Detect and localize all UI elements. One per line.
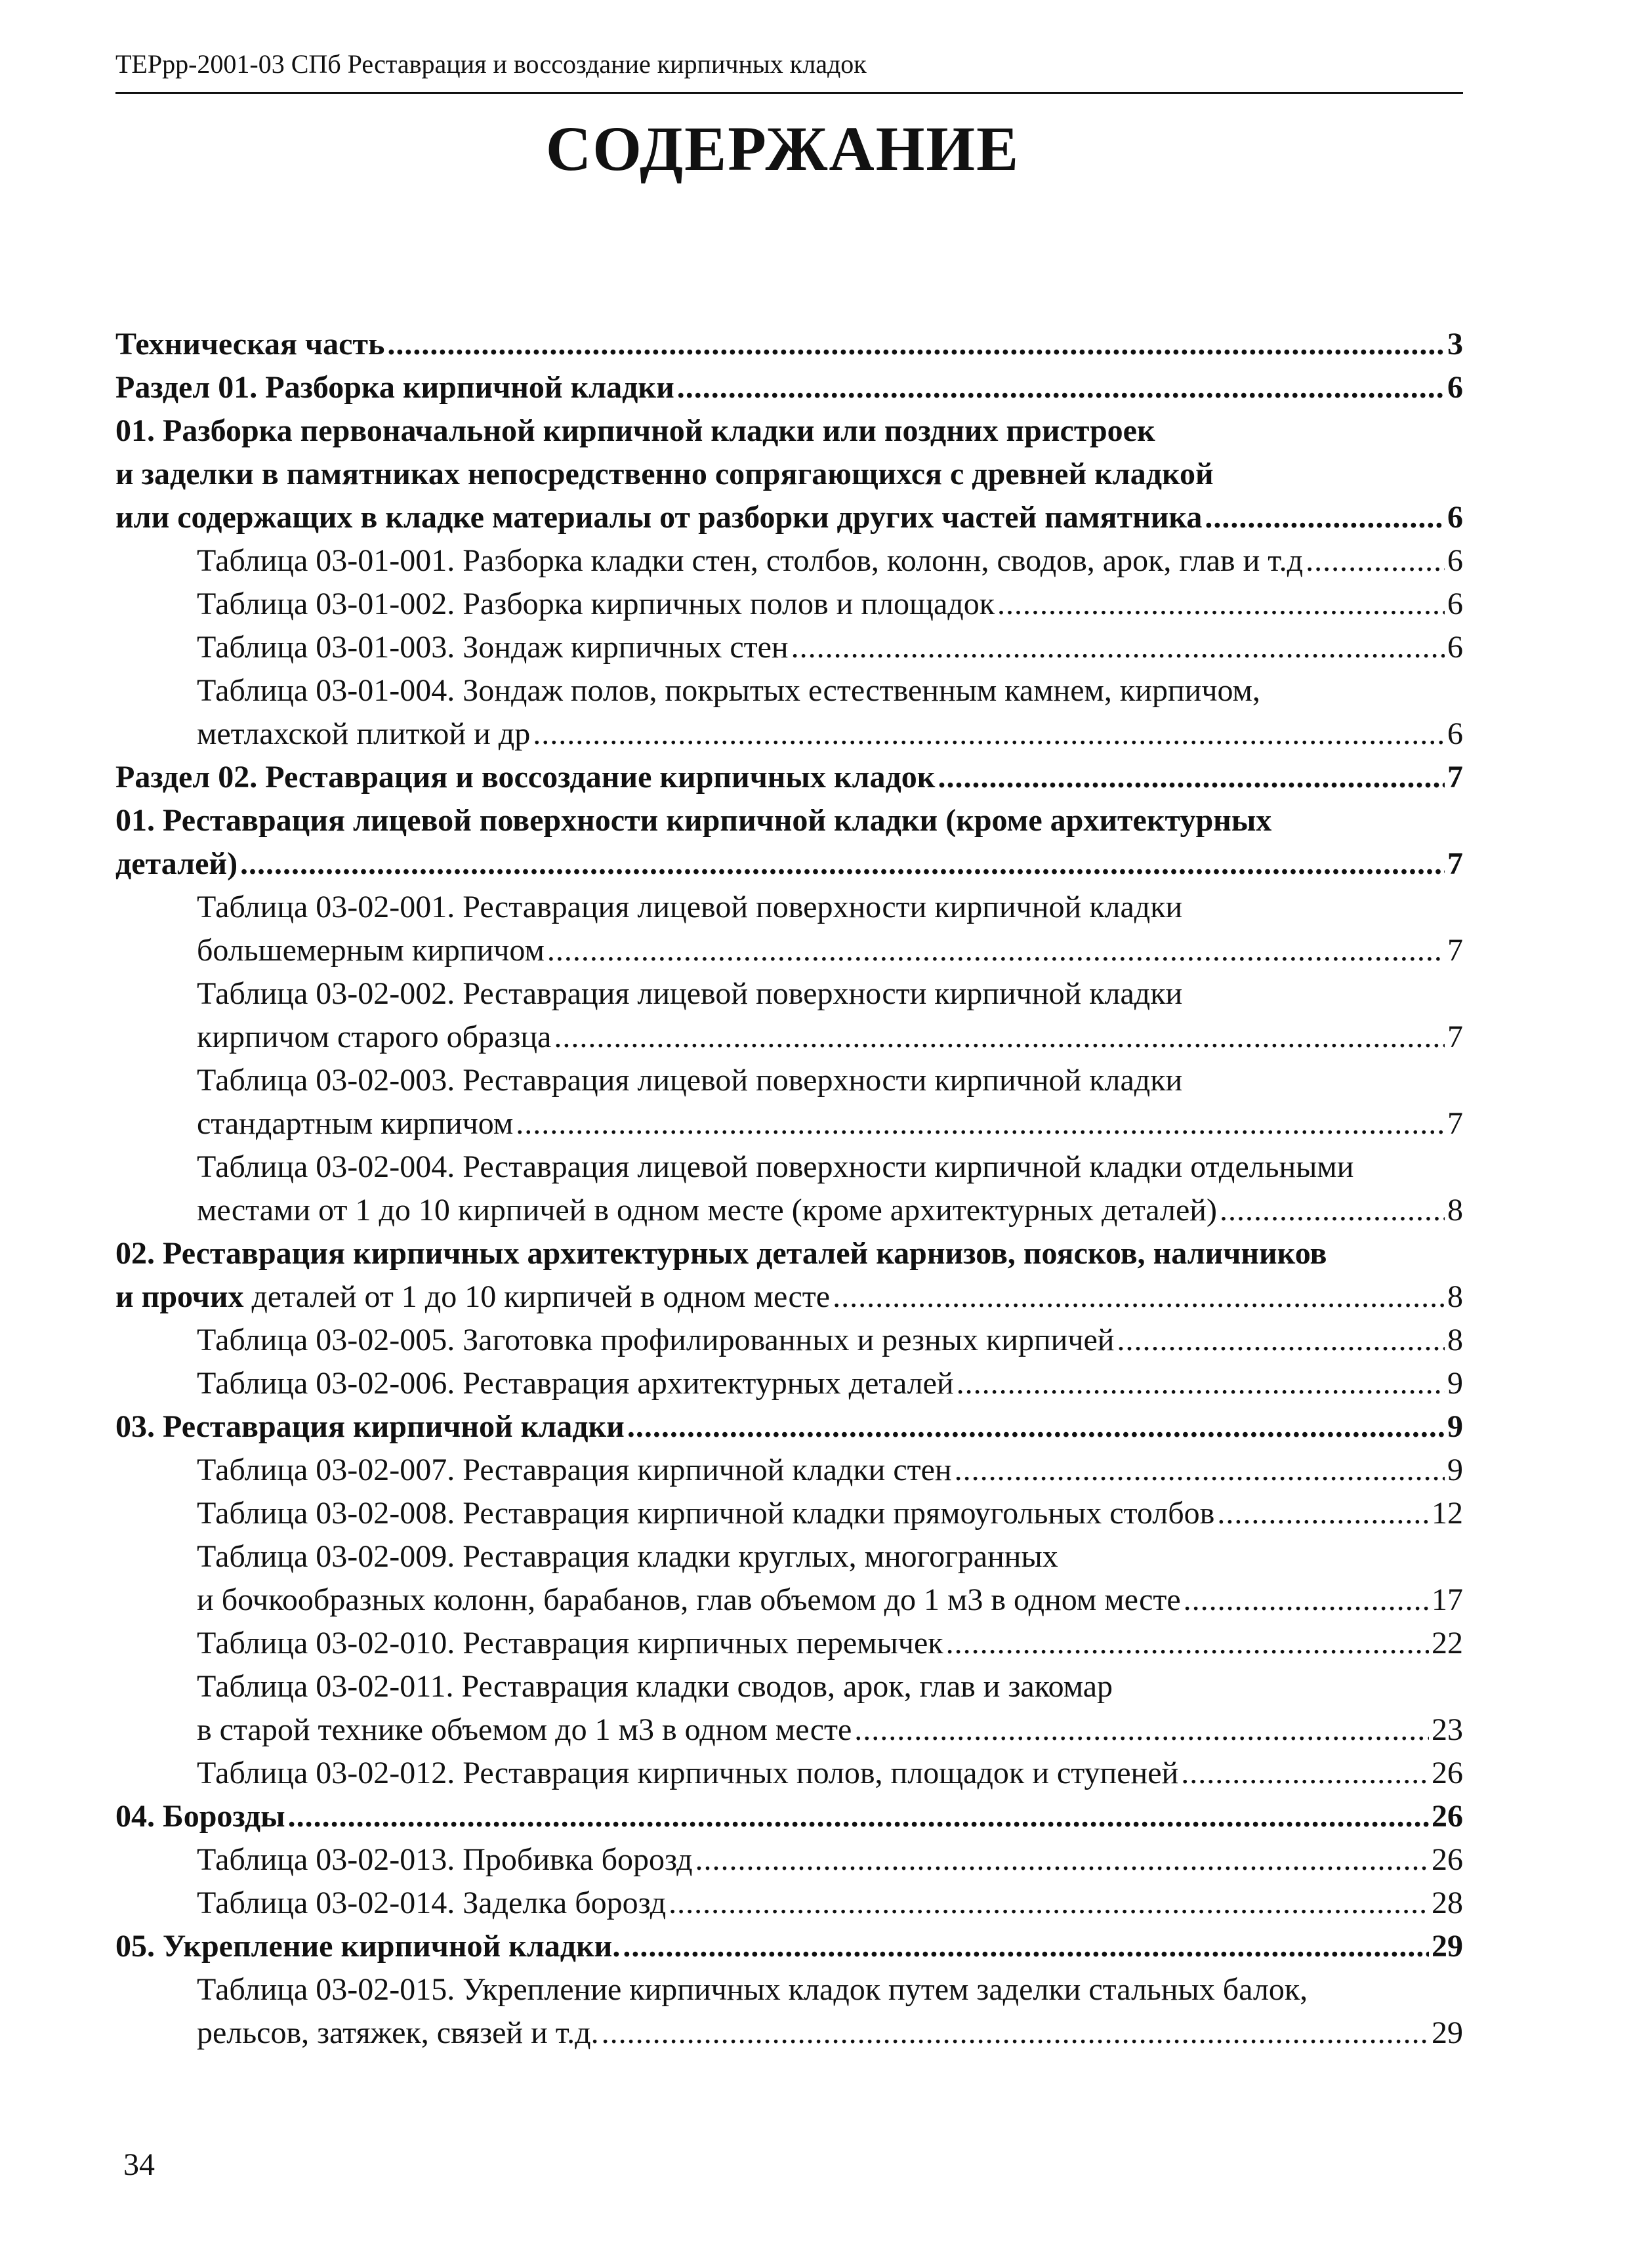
- toc-leader-dots: [997, 583, 1445, 626]
- toc-entry-title: Техническая часть: [115, 327, 385, 361]
- toc-entry-title: Таблица 03-02-007. Реставрация кирпичной кладки стен: [197, 1453, 952, 1487]
- toc-entry[interactable]: [115, 1578, 1463, 1622]
- toc-leader-dots: [1117, 1319, 1445, 1362]
- toc-entry-title: Таблица 03-01-001. Разборка кладки стен, столбов, колонн, сводов, арок, глав и т.д: [197, 543, 1304, 578]
- toc-leader-dots: [957, 1362, 1445, 1405]
- toc-entry[interactable]: [115, 1405, 1463, 1449]
- toc-page-number: 6: [1447, 500, 1463, 535]
- toc-entry-title: Таблица 03-02-012. Реставрация кирпичных полов, площадок и ступеней: [197, 1756, 1179, 1790]
- toc-entry[interactable]: [115, 756, 1463, 799]
- toc-entry-title: метлахской плиткой и др: [197, 716, 531, 751]
- toc-entry-title: Таблица 03-02-015. Укрепление кирпичных кладок путем заделки стальных балок,: [197, 1972, 1308, 2007]
- toc-page-number: 9: [1447, 1409, 1463, 1444]
- toc-entry-title: 01. Разборка первоначальной кирпичной кладки или поздних пристроек: [115, 413, 1155, 448]
- toc-entry-title: 03. Реставрация кирпичной кладки: [115, 1409, 625, 1444]
- toc-leader-dots: [955, 1449, 1445, 1492]
- toc-entry-title: Раздел 02. Реставрация и воссоздание кирпичных кладок: [115, 760, 936, 794]
- toc-leader-dots: [516, 1102, 1445, 1145]
- header-divider: [115, 92, 1463, 94]
- toc-leader-dots: [1205, 496, 1445, 539]
- toc-entry[interactable]: [115, 1449, 1463, 1492]
- toc-entry[interactable]: [115, 929, 1463, 972]
- toc-entry-title: Таблица 03-02-010. Реставрация кирпичных перемычек: [197, 1626, 943, 1660]
- toc-page-number: 7: [1447, 846, 1463, 881]
- toc-leader-dots: [1184, 1578, 1429, 1622]
- toc-entry-title: Таблица 03-02-004. Реставрация лицевой поверхности кирпичной кладки отдельными: [197, 1149, 1354, 1184]
- toc-entry-title: местами от 1 до 10 кирпичей в одном месте (кроме архитектурных деталей): [197, 1193, 1217, 1227]
- toc-leader-dots: [627, 1405, 1445, 1449]
- toc-leader-dots: [677, 366, 1445, 409]
- toc-leader-dots: [547, 929, 1445, 972]
- page-title: СОДЕРЖАНИЕ: [545, 113, 1020, 184]
- toc-entry[interactable]: [115, 539, 1463, 583]
- toc-entry[interactable]: [115, 409, 1463, 453]
- page-number: 34: [123, 2147, 155, 2182]
- toc-leader-dots: [288, 1795, 1429, 1838]
- toc-entry[interactable]: [115, 1362, 1463, 1405]
- toc-page-number: 26: [1432, 1756, 1463, 1790]
- toc-entry-title: Таблица 03-02-013. Пробивка борозд: [197, 1842, 693, 1877]
- running-header: ТЕРрр-2001-03 СПб Реставрация и воссоздание кирпичных кладок: [115, 49, 867, 79]
- toc-leader-dots: [623, 1925, 1429, 1968]
- toc-entry-title: 05. Укрепление кирпичной кладки.: [115, 1929, 621, 1964]
- toc-page-number: 29: [1432, 2015, 1463, 2050]
- toc-page-number: 7: [1447, 760, 1463, 794]
- toc-leader-dots: [791, 626, 1445, 669]
- toc-entry-title-rest: деталей от 1 до 10 кирпичей в одном месте: [243, 1279, 831, 1314]
- toc-leader-dots: [554, 1016, 1445, 1059]
- toc-entry[interactable]: [115, 583, 1463, 626]
- toc-entry-title: стандартным кирпичом: [197, 1106, 514, 1141]
- toc-leader-dots: [1306, 539, 1445, 583]
- toc-page-number: 9: [1447, 1366, 1463, 1401]
- toc-entry-title: Таблица 03-02-014. Заделка борозд: [197, 1886, 667, 1920]
- toc-entry[interactable]: [115, 1275, 1463, 1319]
- toc-leader-dots: [854, 1708, 1429, 1752]
- toc-entry[interactable]: [115, 842, 1463, 886]
- toc-page-number: 6: [1447, 587, 1463, 621]
- toc-page-number: 6: [1447, 630, 1463, 665]
- toc-entry[interactable]: [115, 453, 1463, 496]
- toc-page-number: 9: [1447, 1453, 1463, 1487]
- toc-entry-title: и заделки в памятниках непосредственно сопрягающихся с древней кладкой: [115, 457, 1214, 491]
- toc-page-number: 29: [1432, 1929, 1463, 1964]
- toc-leader-dots: [938, 756, 1445, 799]
- toc-entry-title: Таблица 03-01-002. Разборка кирпичных полов и площадок: [197, 587, 995, 621]
- toc-leader-dots: [1217, 1492, 1429, 1535]
- toc-page-number: 3: [1447, 327, 1463, 361]
- toc-entry[interactable]: [115, 2011, 1463, 2055]
- toc-leader-dots: [387, 323, 1445, 366]
- toc-entry-title: 04. Борозды: [115, 1799, 285, 1834]
- toc-entry-title: 02. Реставрация кирпичных архитектурных деталей карнизов, поясков, наличников: [115, 1236, 1327, 1271]
- toc-entry-title: Таблица 03-02-009. Реставрация кладки круглых, многогранных: [197, 1539, 1058, 1574]
- toc-entry[interactable]: [115, 1882, 1463, 1925]
- toc-entry[interactable]: [115, 1102, 1463, 1145]
- toc-page-number: 8: [1447, 1323, 1463, 1357]
- toc-entry[interactable]: [115, 1232, 1463, 1275]
- toc-entry[interactable]: [115, 1189, 1463, 1232]
- toc-entry[interactable]: [115, 1016, 1463, 1059]
- toc-page-number: 26: [1432, 1799, 1463, 1834]
- toc-page-number: 7: [1447, 1106, 1463, 1141]
- toc-entry-title: Таблица 03-02-006. Реставрация архитектурных деталей: [197, 1366, 954, 1401]
- toc-entry[interactable]: [115, 1968, 1463, 2011]
- toc-entry-title-bold: и прочих: [115, 1279, 244, 1314]
- toc-entry-title: и бочкообразных колонн, барабанов, глав объемом до 1 м3 в одном месте: [197, 1582, 1181, 1617]
- toc-entry-title: рельсов, затяжек, связей и т.д.: [197, 2015, 599, 2050]
- toc-entry-title: Таблица 03-02-011. Реставрация кладки сводов, арок, глав и закомар: [197, 1669, 1113, 1704]
- toc-leader-dots: [1181, 1752, 1429, 1795]
- toc-entry-title: [115, 1275, 830, 1319]
- toc-entry[interactable]: [115, 799, 1463, 842]
- toc-entry-title: Таблица 03-02-001. Реставрация лицевой поверхности кирпичной кладки: [197, 890, 1183, 924]
- toc-entry[interactable]: [115, 1795, 1463, 1838]
- toc-page-number: 8: [1447, 1279, 1463, 1314]
- toc-entry-title: Таблица 03-01-003. Зондаж кирпичных стен: [197, 630, 789, 665]
- toc-entry-title: 01. Реставрация лицевой поверхности кирпичной кладки (кроме архитектурных: [115, 803, 1272, 838]
- toc-entry[interactable]: [115, 1492, 1463, 1535]
- toc-entry-title: Таблица 03-02-008. Реставрация кирпичной кладки прямоугольных столбов: [197, 1496, 1215, 1531]
- toc-entry[interactable]: [115, 1059, 1463, 1102]
- toc-entry[interactable]: [115, 1925, 1463, 1968]
- toc-page-number: 6: [1447, 716, 1463, 751]
- toc-page-number: 12: [1432, 1496, 1463, 1531]
- toc-leader-dots: [946, 1622, 1429, 1665]
- toc-leader-dots: [833, 1275, 1445, 1319]
- toc-page-number: 26: [1432, 1842, 1463, 1877]
- table-of-contents: [115, 323, 1463, 2055]
- toc-entry[interactable]: [115, 323, 1463, 366]
- toc-leader-dots: [1220, 1189, 1445, 1232]
- toc-leader-dots: [602, 2011, 1429, 2055]
- toc-entry[interactable]: [115, 1665, 1463, 1708]
- toc-page-number: 17: [1432, 1582, 1463, 1617]
- toc-entry[interactable]: [115, 669, 1463, 712]
- toc-entry-title: большемерным кирпичом: [197, 933, 545, 968]
- toc-page-number: 7: [1447, 1020, 1463, 1054]
- toc-page-number: 7: [1447, 933, 1463, 968]
- toc-entry[interactable]: [115, 1535, 1463, 1578]
- toc-entry-title: Таблица 03-02-005. Заготовка профилированных и резных кирпичей: [197, 1323, 1115, 1357]
- toc-entry-title: Раздел 01. Разборка кирпичной кладки: [115, 370, 674, 405]
- toc-entry[interactable]: [115, 626, 1463, 669]
- toc-leader-dots: [669, 1882, 1429, 1925]
- toc-page-number: 28: [1432, 1886, 1463, 1920]
- toc-entry[interactable]: [115, 1622, 1463, 1665]
- toc-page-number: 6: [1447, 370, 1463, 405]
- toc-entry-title: Таблица 03-02-002. Реставрация лицевой поверхности кирпичной кладки: [197, 976, 1183, 1011]
- toc-entry[interactable]: [115, 1319, 1463, 1362]
- toc-entry-title: Таблица 03-02-003. Реставрация лицевой поверхности кирпичной кладки: [197, 1063, 1183, 1098]
- toc-entry-title: кирпичом старого образца: [197, 1020, 552, 1054]
- toc-leader-dots: [533, 712, 1445, 756]
- toc-page-number: 22: [1432, 1626, 1463, 1660]
- toc-entry[interactable]: [115, 712, 1463, 756]
- toc-entry[interactable]: [115, 1838, 1463, 1882]
- toc-entry[interactable]: [115, 886, 1463, 929]
- toc-entry[interactable]: [115, 1752, 1463, 1795]
- toc-entry-title: Таблица 03-01-004. Зондаж полов, покрытых естественным камнем, кирпичом,: [197, 673, 1260, 708]
- toc-leader-dots: [240, 842, 1445, 886]
- toc-page-number: 6: [1447, 543, 1463, 578]
- toc-page-number: 8: [1447, 1193, 1463, 1227]
- toc-entry[interactable]: [115, 1708, 1463, 1752]
- toc-entry[interactable]: [115, 972, 1463, 1016]
- toc-entry[interactable]: [115, 496, 1463, 539]
- toc-leader-dots: [695, 1838, 1429, 1882]
- toc-page-number: 23: [1432, 1712, 1463, 1747]
- toc-entry[interactable]: [115, 366, 1463, 409]
- toc-entry-title: деталей): [115, 846, 238, 881]
- toc-entry-title: в старой технике объемом до 1 м3 в одном месте: [197, 1712, 852, 1747]
- toc-entry-title: или содержащих в кладке материалы от разборки других частей памятника: [115, 500, 1203, 535]
- toc-entry[interactable]: [115, 1145, 1463, 1189]
